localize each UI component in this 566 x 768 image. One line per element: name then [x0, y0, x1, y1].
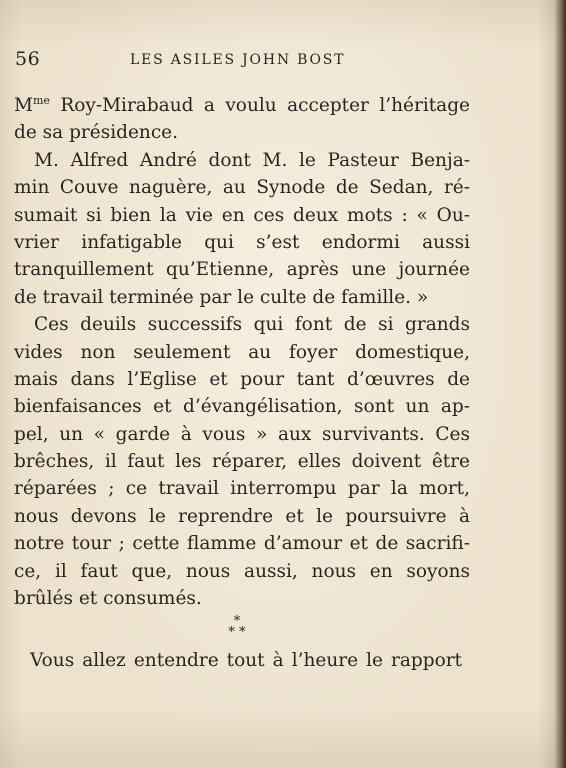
honorific-superscript: me [32, 94, 50, 107]
running-title: LES ASILES JOHN BOST [130, 52, 346, 68]
text-line: de sa présidence. [14, 122, 179, 144]
text-line: vrier infatigable qui s’est endormi aussi [14, 231, 470, 253]
text-line: M. Alfred André dont M. le Pasteur Benja- [34, 149, 470, 171]
paragraph-4 [30, 647, 462, 674]
body-text [14, 92, 470, 612]
paragraph-1 [14, 92, 470, 147]
section-separator [221, 616, 253, 646]
text-line: brêches, il faut les réparer, elles doivent être [14, 451, 470, 473]
text-line: bienfaisances et d’évangélisation, sont un ap- [14, 396, 470, 418]
text-line: notre tour ; cette flamme d’amour et de sacrifi- [14, 533, 470, 555]
text-line: pel, un « garde à vous » aux survivants. Ces [14, 423, 470, 445]
text-line: Ces deuils successifs qui font de si grands [34, 314, 470, 336]
paragraph-2 [14, 147, 470, 311]
text-line: réparées ; ce travail interrompu par la mort, [14, 478, 470, 500]
paragraph-3 [14, 311, 470, 612]
text-line: mais dans l’Eglise et pour tant d’œuvres de [14, 368, 470, 390]
text-line: Vous allez entendre tout à l’heure le rapport [30, 650, 462, 671]
text-line: ce, il faut que, nous aussi, nous en soyons [14, 560, 470, 582]
text-line: tranquillement qu’Etienne, après une journée [14, 259, 470, 281]
text-line: brûlés et consumés. [14, 588, 202, 610]
asterisk-bottom: * * [228, 625, 246, 640]
text-line: $M^{me}$ Roy-Mirabaud a voulu accepter l’héritage [14, 94, 470, 116]
text-line: de travail terminée par le culte de famille. » [14, 286, 429, 308]
text-line: nous devons le reprendre et le poursuivre à [14, 505, 470, 527]
page-number: 56 [15, 48, 41, 70]
text-line: vides non seulement au foyer domestique, [14, 341, 470, 363]
text-line: min Couve naguère, au Synode de Sedan, ré- [14, 177, 470, 199]
asterisk-top: * [233, 614, 241, 629]
page-edge-shadow [554, 0, 566, 768]
page-header [0, 48, 540, 72]
honorific: M [14, 95, 33, 116]
text-line: sumait si bien la vie en ces deux mots : « Ou- [14, 204, 470, 226]
